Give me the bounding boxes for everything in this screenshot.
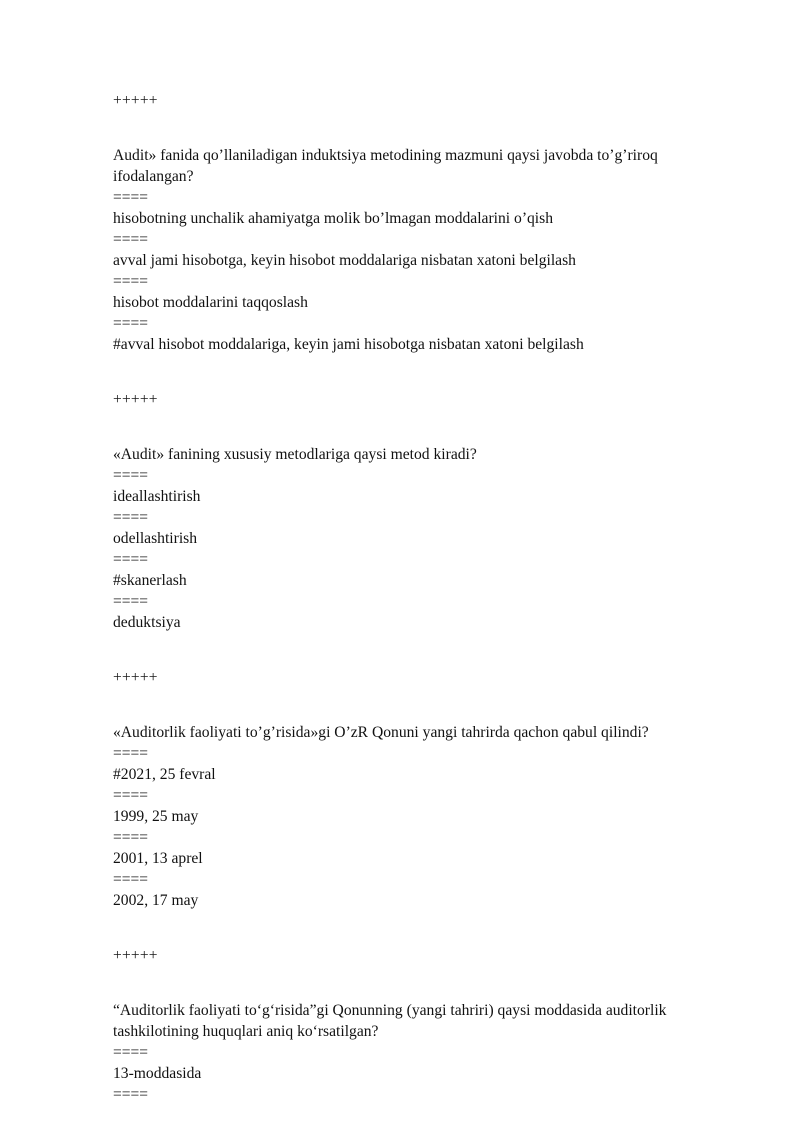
question-block	[113, 943, 690, 1105]
spacer	[113, 969, 690, 1000]
option-text: odellashtirish	[113, 530, 198, 547]
option-text: 2002, 17 may	[113, 892, 199, 909]
option-text: avval jami hisobotga, keyin hisobot moddalariga nisbatan xatoni belgilash	[113, 252, 576, 269]
option-text: 1999, 25 may	[113, 808, 199, 825]
spacer	[113, 633, 690, 665]
spacer	[113, 114, 690, 145]
option-separator: ====	[113, 551, 148, 568]
option-separator: ====	[113, 829, 148, 846]
option-separator: ====	[113, 231, 148, 248]
option-text: #avval hisobot moddalariga, keyin jami hisobotga nisbatan xatoni belgilash	[113, 336, 584, 353]
question-block	[113, 665, 690, 911]
option-separator: ====	[113, 871, 148, 888]
block-separator: +++++	[113, 947, 158, 964]
block-separator: +++++	[113, 92, 158, 109]
option-text: 2001, 13 aprel	[113, 850, 203, 867]
option-separator: ====	[113, 787, 148, 804]
option-separator: ====	[113, 1044, 148, 1061]
option-separator: ====	[113, 189, 148, 206]
option-text: #skanerlash	[113, 572, 187, 589]
question-block	[113, 387, 690, 633]
spacer	[113, 691, 690, 722]
question-text: «Audit» fanining xususiy metodlariga qaysi metod kiradi?	[113, 446, 477, 463]
option-text: ideallashtirish	[113, 488, 201, 505]
spacer	[113, 911, 690, 943]
question-text: «Auditorlik faoliyati to’g’risida»gi O’zR Qonuni yangi tahrirda qachon qabul qilindi?	[113, 724, 649, 741]
option-separator: ====	[113, 593, 148, 610]
question-text: Audit» fanida qo’llaniladigan induktsiya metodining mazmuni qaysi javobda to’g’riroq ifodalangan?	[113, 147, 658, 185]
spacer	[113, 355, 690, 387]
option-text: #2021, 25 fevral	[113, 766, 216, 783]
block-separator: +++++	[113, 391, 158, 408]
option-separator: ====	[113, 509, 148, 526]
option-text: deduktsiya	[113, 614, 181, 631]
option-separator: ====	[113, 273, 148, 290]
question-text: “Auditorlik faoliyati to‘g‘risida”gi Qonunning (yangi tahriri) qaysi moddasida auditorlik tashkilotining huquqlari aniq ko‘rsatilgan?	[113, 1002, 667, 1040]
option-separator: ====	[113, 745, 148, 762]
option-text: 13-moddasida	[113, 1065, 202, 1082]
block-separator: +++++	[113, 669, 158, 686]
option-separator: ====	[113, 315, 148, 332]
spacer	[113, 413, 690, 444]
option-separator: ====	[113, 467, 148, 484]
option-separator: ====	[113, 1086, 148, 1103]
option-text: hisobotning unchalik ahamiyatga molik bo’lmagan moddalarini o’qish	[113, 210, 554, 227]
question-block	[113, 88, 690, 355]
option-text: hisobot moddalarini taqqoslash	[113, 294, 308, 311]
